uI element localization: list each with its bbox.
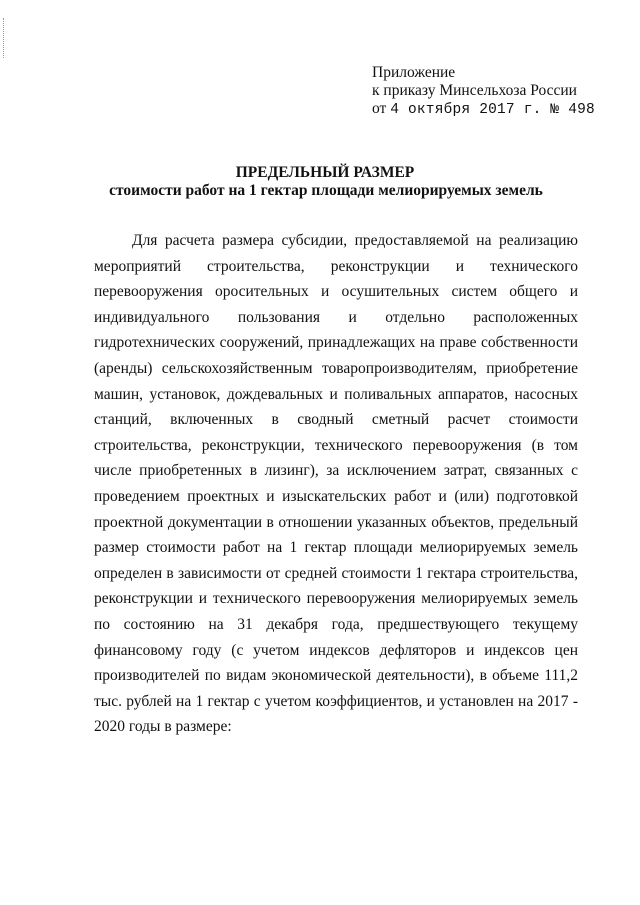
body-paragraph: Для расчета размера субсидии, предоставляемой на реализацию мероприятий строительства, реконструкции и технического перевооружения оросительных и осушительных систем общего и индивидуального пользования и отдельно расположенных гидротехнических сооружений, принадлежащих на праве собственности (аренды) сельскохозяйственным товаропроизводителям, приобретение машин, установок, дождевальных и поливальных аппаратов, насосных станций, включенных в сводный сметный расчет стоимости строительства, реконструкции, технического перевооружения (в том числе приобретенных в лизинг), за исключением затрат, связанных с проведением проектных и изыскательских работ и (или) подготовкой проектной документации в отношении указанных объектов, предельный размер стоимости работ на 1 гектар площади мелиорируемых земель определен в зависимости от средней стоимости 1 гектара строительства, реконструкции и технического перевооружения мелиорируемых земель по состоянию на 31 декабря года, предшествующего текущему финансовому году (с учетом индексов дефляторов и индексов цен производителей по видам экономической деятельности), в объеме 111,2 тыс. рублей на 1 гектар с учетом коэффициентов, и установлен на 2017 - 2020 годы в размере: (94, 232, 578, 736)
title-subheading: стоимости работ на 1 гектар площади мелиорируемых земель (109, 182, 543, 199)
scan-edge-marks (3, 18, 6, 58)
appendix-label: Приложение (372, 64, 456, 81)
appendix-block (372, 64, 612, 119)
title-heading: ПРЕДЕЛЬНЫЙ РАЗМЕР (235, 164, 415, 181)
appendix-date-line (372, 100, 612, 119)
appendix-order-reference: к приказу Минсельхоза России (372, 82, 577, 99)
appendix-date-stamp: 4 октября 2017 г. № 498 (390, 102, 595, 118)
document-body (94, 228, 578, 740)
appendix-date-prefix: от (372, 100, 391, 117)
document-title (0, 164, 640, 200)
